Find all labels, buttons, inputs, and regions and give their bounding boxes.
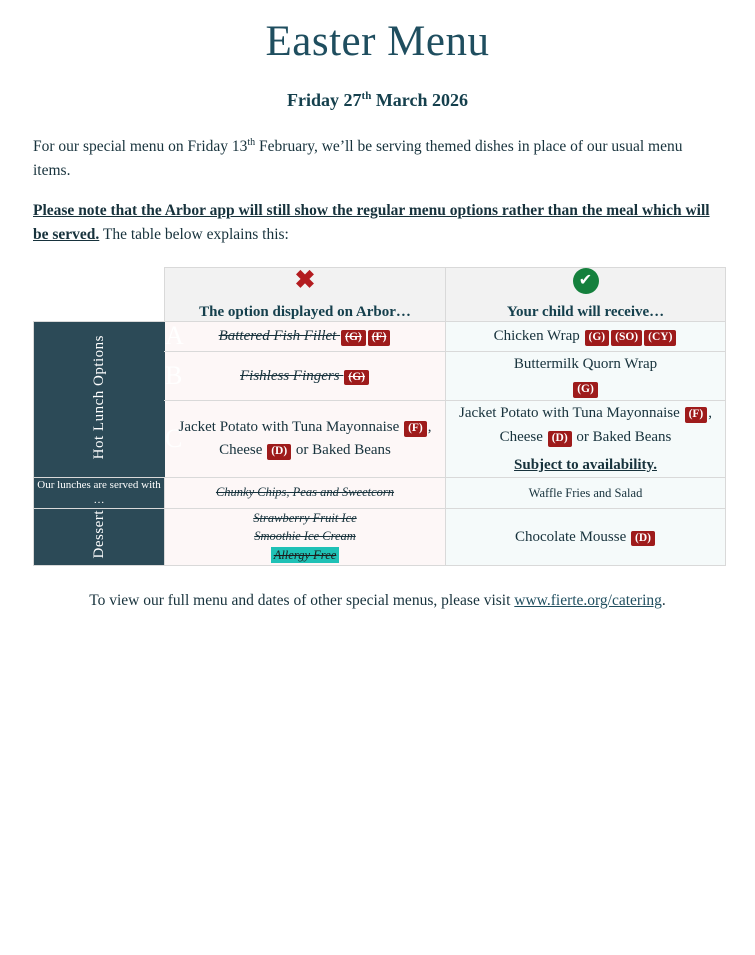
allergy-free-badge: Allergy Free: [271, 547, 340, 563]
cell-receive-a: [446, 321, 726, 351]
cell-receive-b-allergens: [446, 376, 725, 400]
allergen-g: (G): [573, 382, 598, 398]
document-page: [0, 16, 755, 955]
cell-arbor-a-label: Battered Fish Fillet: [218, 328, 341, 345]
allergen-d: (D): [631, 531, 655, 547]
cell-receive-b: [446, 351, 726, 400]
cell-arbor-c-line2: Cheese: [219, 441, 267, 458]
cell-arbor-dessert: [165, 508, 446, 565]
note-emphasis: Please note that the Arbor app will still show the regular menu options rather than the meal which will be served.: [33, 201, 710, 243]
date-subtitle: [33, 90, 722, 111]
allergen-g: (G): [344, 370, 369, 386]
cell-receive-dessert-label: Chocolate Mousse: [515, 528, 630, 545]
intro-part-1: For our special menu on Friday 13: [33, 137, 248, 155]
allergen-g: (G): [585, 330, 610, 346]
footer-end: .: [661, 591, 666, 609]
date-ordinal: th: [361, 89, 372, 102]
menu-comparison-table: [33, 267, 726, 566]
cell-arbor-sides-text: Chunky Chips, Peas and Sweetcorn: [215, 485, 395, 500]
note-rest: The table below explains this:: [99, 225, 289, 243]
allergen-f: (F): [685, 407, 708, 423]
allergen-f: (F): [368, 330, 391, 346]
side-label-hot-lunch: [34, 321, 165, 477]
cell-arbor-c: [165, 400, 446, 477]
cell-receive-a-label: Chicken Wrap: [493, 328, 584, 345]
subject-to-availability: Subject to availability.: [514, 456, 657, 473]
side-label-dessert-text: Dessert: [90, 509, 107, 559]
table-row: [34, 321, 726, 351]
check-icon: ✔: [573, 268, 599, 294]
cell-receive-b-label: Buttermilk Quorn Wrap: [513, 355, 658, 372]
header-arbor-label: The option displayed on Arbor…: [199, 303, 411, 320]
intro-part-2: February, we’ll be serving themed dishes in place of our usual menu items.: [33, 137, 683, 179]
allergen-so: (SO): [611, 330, 642, 346]
footer-note: [33, 592, 722, 610]
cell-receive-c: [446, 400, 726, 477]
header-spacer: [34, 267, 165, 321]
header-arbor: [165, 267, 446, 321]
catering-link[interactable]: www.fierte.org/catering: [514, 591, 662, 609]
cell-receive-c-comma: ,: [708, 404, 712, 421]
cell-arbor-b: [165, 351, 446, 400]
cell-receive-c-line2: Cheese: [499, 428, 547, 445]
cell-arbor-c-comma: ,: [427, 419, 432, 436]
cell-arbor-a-text: [219, 328, 392, 344]
side-label-dessert: [34, 508, 165, 565]
note-paragraph: [33, 199, 722, 247]
date-prefix: Friday 27: [287, 89, 362, 110]
intro-paragraph: [33, 135, 722, 183]
cell-arbor-dessert-badge-wrap: [165, 546, 445, 565]
cell-arbor-sides: [165, 477, 446, 508]
cell-arbor-c-line2-end: or Baked Beans: [292, 441, 391, 458]
cell-receive-dessert: [446, 508, 726, 565]
header-receive-label: Your child will receive…: [506, 303, 665, 320]
table-row-sides: [34, 477, 726, 508]
cell-receive-sides: Waffle Fries and Salad: [446, 477, 726, 508]
allergen-d: (D): [267, 444, 291, 460]
date-suffix: March 2026: [371, 89, 468, 110]
cell-arbor-dessert-line2: Smoothie Ice Cream: [254, 529, 356, 544]
side-label-hot-lunch-text: Hot Lunch Options: [90, 334, 107, 459]
header-receive: [446, 267, 726, 321]
cell-arbor-a: [165, 321, 446, 351]
page-title: Easter Menu: [265, 18, 490, 65]
intro-ordinal: th: [247, 136, 256, 148]
footer-text: To view our full menu and dates of other special menus, please visit: [89, 591, 515, 609]
allergen-cy: (CY): [644, 330, 676, 346]
cell-arbor-c-line1: Jacket Potato with Tuna Mayonnaise: [178, 419, 404, 436]
allergen-f: (F): [404, 421, 427, 437]
cell-arbor-b-label: Fishless Fingers: [240, 367, 344, 384]
cell-receive-c-line2-end: or Baked Beans: [572, 428, 672, 445]
table-header-row: [34, 267, 726, 321]
side-label-served-with: Our lunches are served with …: [34, 477, 165, 508]
cell-receive-c-line1: Jacket Potato with Tuna Mayonnaise: [458, 404, 684, 421]
table-row-dessert: [34, 508, 726, 565]
cell-arbor-dessert-line1: Strawberry Fruit Ice: [253, 510, 357, 525]
allergen-g: (G): [341, 330, 366, 346]
cross-icon: ✖: [294, 266, 316, 294]
allergen-d: (D): [548, 431, 572, 447]
cell-arbor-b-text: [240, 368, 370, 384]
